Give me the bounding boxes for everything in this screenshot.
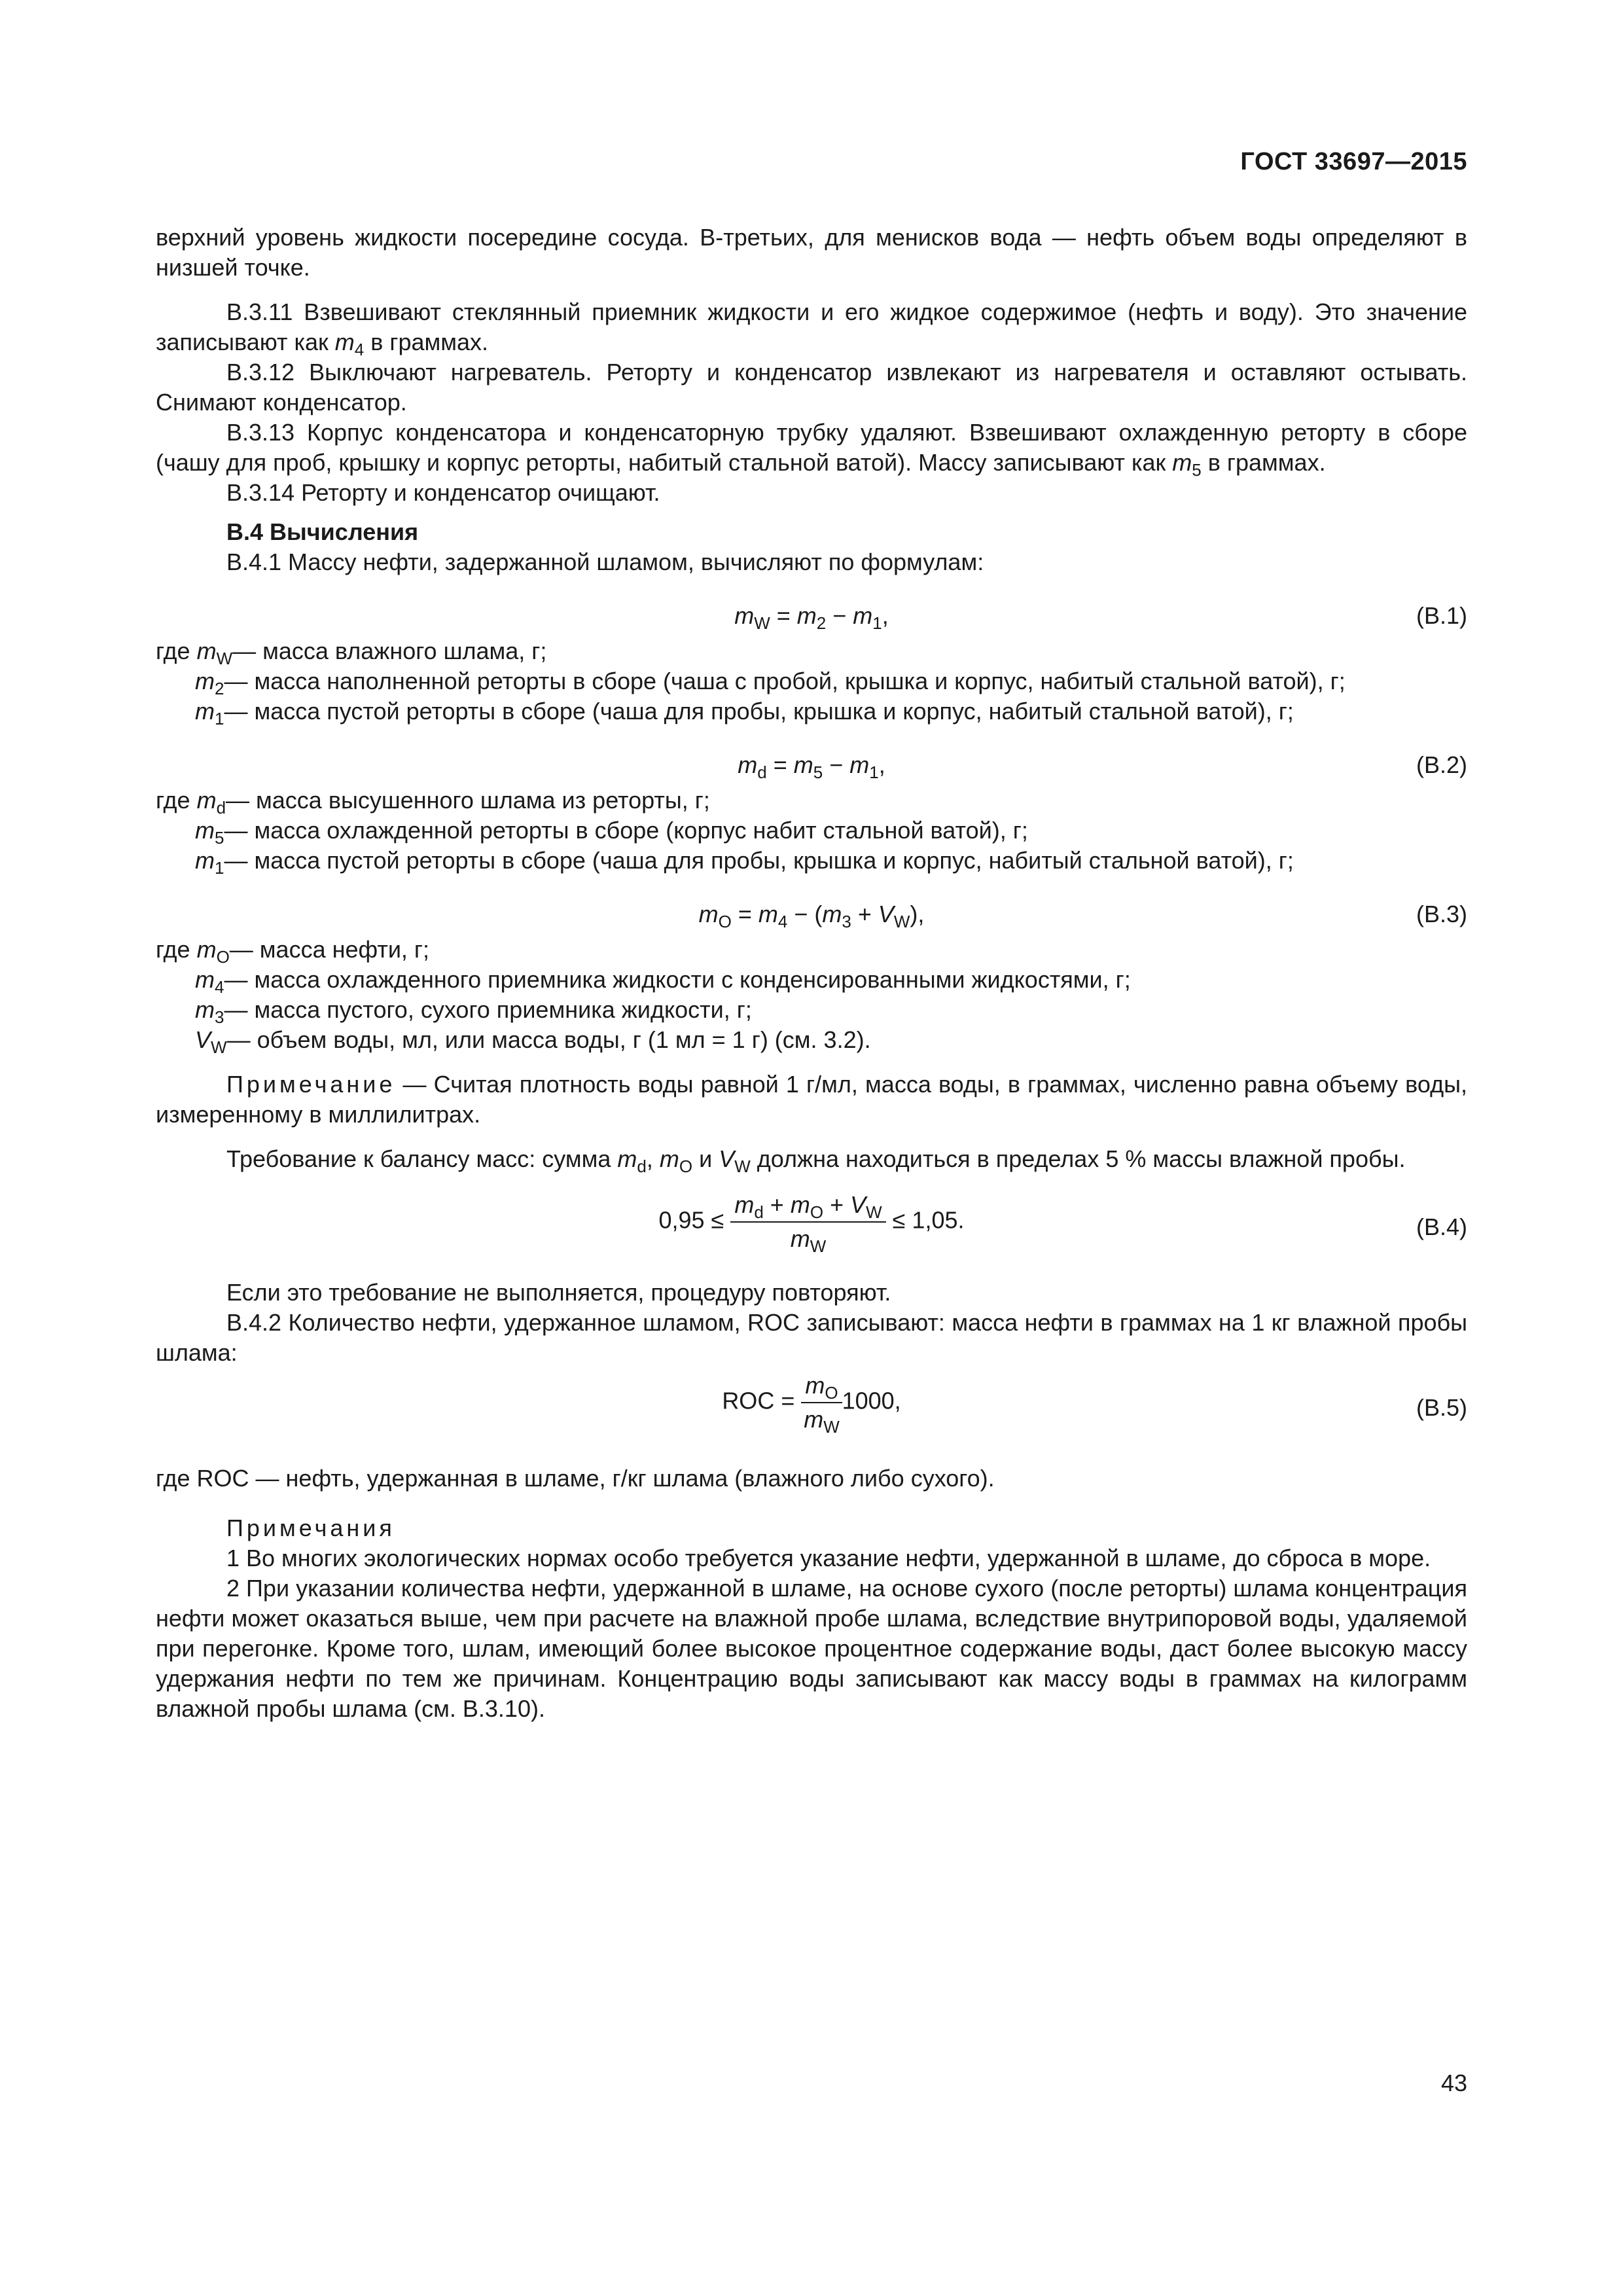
fraction: $\frac{m_d + m_O + V_W}{m_W}$	[730, 1190, 885, 1254]
paragraph-b3-13: В.3.13 Корпус конденсатора и конденсаторную трубку удаляют. Взвешивают охлажденную реторту в сборе (чашу для проб, крышку и корпус реторты, набитый стальной ватой). Массу записывают как $m_5$ в граммах.	[156, 419, 1467, 480]
note-label: Примечание	[226, 1071, 396, 1098]
definition-item: $m_1$ — масса пустой реторты в сборе (чаша для пробы, крышка и корпус, набитый стальной ватой), г;	[195, 847, 1294, 878]
paragraph-b4-2: В.4.2 Количество нефти, удержанное шламом, ROC записывают: масса нефти в граммах на 1 кг влажной пробы шлама:	[156, 1309, 1467, 1366]
formula: $m_d = m_5 - m_1$,	[738, 751, 885, 782]
equation-number: (В.2)	[1416, 751, 1467, 778]
definition-item: $m_5$ — масса охлажденной реторты в сборе (корпус набит стальной ватой), г;	[195, 817, 1028, 848]
equation-b4	[156, 1190, 1467, 1263]
page-content	[156, 223, 1467, 1724]
formula: 0,95 ≤ $\frac{m_d + m_O + V_W}{m_W}$ ≤ 1,05.	[658, 1191, 965, 1256]
definition-item: $m_4$ — масса охлажденного приемника жидкости с конденсированными жидкостями, г;	[195, 966, 1131, 997]
definitions-b2	[156, 785, 1467, 876]
equation-b5	[156, 1371, 1467, 1444]
paragraph-b4-1: В.4.1 Массу нефти, задержанной шламом, вычисляют по формулам:	[226, 548, 984, 575]
notes-label: Примечания	[226, 1515, 395, 1541]
document-standard-number: ГОСТ 33697—2015	[1240, 148, 1467, 175]
paragraph-b3-11: В.3.11 Взвешивают стеклянный приемник жидкости и его жидкое содержимое (нефть и воду). Это значение записывают как $m_4$ в граммах.	[156, 298, 1467, 359]
definition-item: $m_1$ — масса пустой реторты в сборе (чаша для пробы, крышка и корпус, набитый стальной ватой), г;	[195, 698, 1294, 728]
note-2: 2 При указании количества нефти, удержанной в шламе, на основе сухого (после реторты) шлама концентрация нефти может оказаться выше, чем при расчете на влажной пробе шлама, вследствие внутрипоровой воды, удаляемой при перегонке. Кроме того, шлам, имеющий более высокое процентное содержание воды, даст более высокую массу удержания нефти по тем же причинам. Концентрацию воды записывают как массу воды в граммах на килограмм влажной пробы шлама (см. В.3.10).	[156, 1575, 1467, 1722]
equation-b2	[156, 745, 1467, 785]
paragraph-b3-14: В.3.14 Реторту и конденсатор очищают.	[226, 479, 660, 506]
definition-item: где $m_O$ — масса нефти, г;	[156, 936, 430, 967]
roc-definition: где ROC — нефть, удержанная в шламе, г/кг шлама (влажного либо сухого).	[156, 1465, 995, 1492]
formula: $m_O = m_4 - (m_3 + V_W)$,	[698, 901, 925, 931]
definition-item: $V_W$ — объем воды, мл, или масса воды, г (1 мл = 1 г) (см. 3.2).	[195, 1026, 871, 1057]
fraction: $\frac{m_O}{m_W}$	[801, 1371, 842, 1435]
formula: ROC = $\frac{m_O}{m_W}$ 1000,	[722, 1372, 901, 1437]
paragraph-b3-12: В.3.12 Выключают нагреватель. Реторту и конденсатор извлекают из нагревателя и оставляют остывать. Снимают конденсатор.	[156, 359, 1467, 416]
equation-number: (В.1)	[1416, 602, 1467, 629]
repeat-paragraph: Если это требование не выполняется, процедуру повторяют.	[226, 1279, 891, 1306]
note-paragraph: Примечание — Считая плотность воды равной 1 г/мл, масса воды, в граммах, численно равна объему воды, измеренному в миллилитрах.	[156, 1071, 1467, 1128]
definition-item: $m_2$ — масса наполненной реторты в сборе (чаша с пробой, крышка и корпус, набитый стальной ватой), г;	[195, 668, 1346, 698]
definition-item: где $m_d$ — масса высушенного шлама из реторты, г;	[156, 787, 710, 817]
page-number: 43	[1440, 2070, 1467, 2096]
equation-number: (В.5)	[1416, 1394, 1467, 1421]
equation-b1	[156, 596, 1467, 636]
definition-item: где $m_W$ — масса влажного шлама, г;	[156, 637, 547, 668]
balance-paragraph: Требование к балансу масс: сумма $m_d$, $m_O$ и $V_W$ должна находиться в пределах 5 % массы влажной пробы.	[226, 1145, 1406, 1176]
definitions-b1	[156, 636, 1467, 726]
note-1: 1 Во многих экологических нормах особо требуется указание нефти, удержанной в шламе, до сброса в море.	[226, 1545, 1431, 1571]
equation-number: (В.4)	[1416, 1213, 1467, 1240]
paragraph-intro: верхний уровень жидкости посередине сосуда. В-третьих, для менисков вода — нефть объем воды определяют в низшей точке.	[156, 224, 1467, 281]
equation-b3	[156, 894, 1467, 935]
definitions-b3	[156, 935, 1467, 1055]
formula: $m_W = m_2 - m_1$,	[734, 602, 889, 633]
equation-number: (В.3)	[1416, 901, 1467, 927]
section-title: В.4 Вычисления	[226, 518, 419, 545]
definition-item: $m_3$ — масса пустого, сухого приемника жидкости, г;	[195, 996, 752, 1027]
